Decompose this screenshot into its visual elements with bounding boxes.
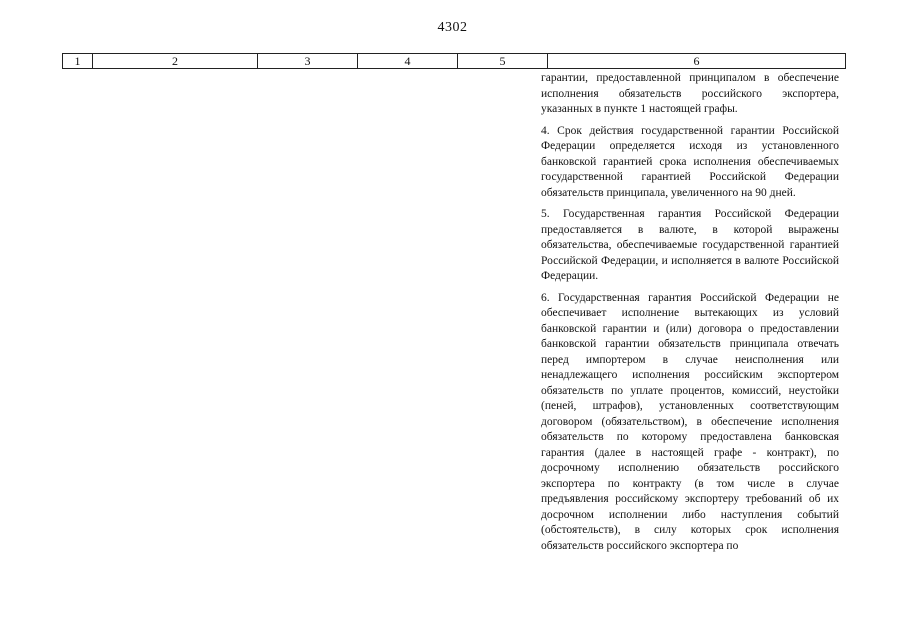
column-header-3: 3 [258,54,358,69]
page-number: 4302 [437,20,468,35]
column-header-row [63,54,846,69]
column-header-4: 4 [358,54,458,69]
column-header-table [62,53,846,69]
column-header-1: 1 [63,54,93,69]
column-header-2: 2 [93,54,258,69]
paragraph-continuation: гарантии, предоставленной принципалом в обеспечение исполнения обязательств российского экспортера, указанных в пункте 1 настоящей графы. [541,72,839,115]
paragraph-6: 6. Государственная гарантия Российской Федерации не обеспечивает исполнение вытекающих из условий банковской гарантии и (или) договора о предоставлении банковской гарантии обязательств принципала отвечать перед импортером в случае неисполнения или ненадлежащего исполнения российским экспортером обязательств по уплате процентов, комиссий, неустойки (пеней, штрафов), установленных соответствующим договором (обязательством), в обеспечение исполнения обязательств по которому предоставлена банковская гарантия (далее в настоящей графе - контракт), по досрочному исполнению обязательств российского экспортера по контракту (в том числе в случае предъявления российскому экспортеру требований об их досрочном исполнении либо наступления событий (обстоятельств), в силу которых срок исполнения обязательств российского экспортера по [541,291,839,552]
column-header-6: 6 [548,54,846,69]
paragraph-4: 4. Срок действия государственной гарантии Российской Федерации определяется исходя из установленного банковской гарантией срока исполнения обеспечиваемых государственной гарантией Российской Федерации обязательств принципала, увеличенного на 90 дней. [541,124,839,199]
column-6-content [541,71,839,560]
column-header-5: 5 [458,54,548,69]
paragraph-5: 5. Государственная гарантия Российской Федерации предоставляется в валюте, в которой выражены обязательства, обеспечиваемые государственной гарантией Российской Федерации, и исполняется в валюте Российской Федерации. [541,208,839,282]
